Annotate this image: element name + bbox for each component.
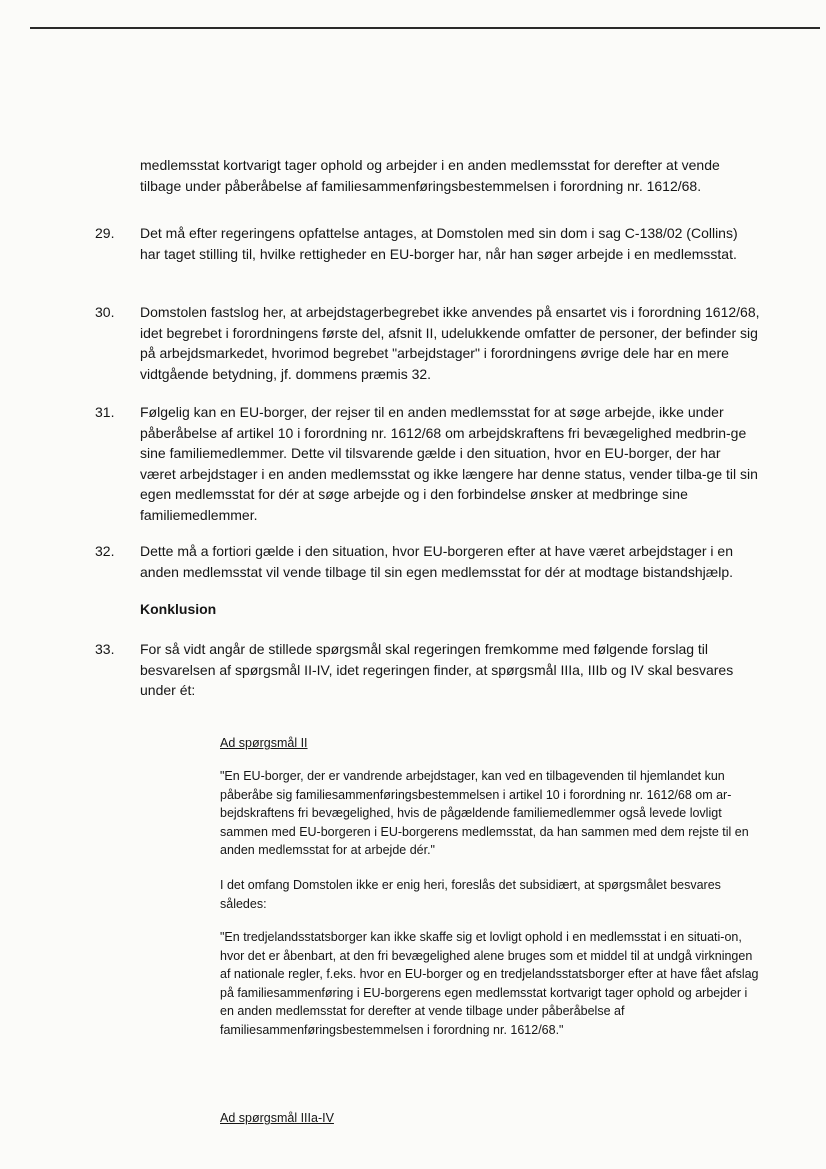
paragraph-30: Domstolen fastslog her, at arbejdstagerbegrebet ikke anvendes på ensartet vis i forordning 1612/68, idet begrebet i forordningens første del, afsnit II, udelukkende omfatter de personer, der befinder sig på arbejdsmarkedet, hvorimod begrebet "arbejdstager" i forordningens øvrige dele har en mere vidtgående betydning, jf. dommens præmis 32. [140, 304, 760, 382]
paragraph-32: Dette må a fortiori gælde i den situation, hvor EU-borgeren efter at have været arbejdstager i en anden medlemsstat vil vende tilbage til sin egen medlemsstat for dér at modtage bistandshjælp. [140, 543, 733, 580]
answer-quote-ii: "En EU-borger, der er vandrende arbejdstager, kan ved en tilbagevenden til hjemlandet kun påberåbe sig familiesammenføringsbestemmelsen i artikel 10 i forordning nr. 1612/68 om ar-bejdskraftens fri bevægelighed, hvis de pågældende familiemedlemmer også levede lovligt sammen med EU-borgeren i EU-borgerens medlemsstat, da han sammen med dem rejste til en anden medlemsstat for at arbejde dér." [220, 769, 749, 857]
paragraph-33: For så vidt angår de stillede spørgsmål skal regeringen fremkomme med følgende forslag til besvarelsen af spørgsmål II-IV, idet regeringen finder, at spørgsmål IIIa, IIIb og IV skal besvares under ét: [140, 641, 734, 698]
paragraph-number: 30. [95, 304, 115, 320]
sub-heading-question-iiia-iv: Ad spørgsmål IIIa-IV [220, 1111, 334, 1125]
subsidiary-text: I det omfang Domstolen ikke er enig heri, foreslås det subsidiært, at spørgsmålet besvares således: [220, 878, 721, 911]
conclusion-heading: Konklusion [140, 601, 217, 617]
paragraph-number: 29. [95, 225, 115, 241]
paragraph-29: Det må efter regeringens opfattelse antages, at Domstolen med sin dom i sag C-138/02 (Collins) har taget stilling til, hvilke rettigheder en EU-borger har, når han søger arbejde i en medlemsstat. [140, 225, 738, 262]
paragraph-number: 31. [95, 404, 115, 420]
intro-continuation: medlemsstat kortvarigt tager ophold og arbejder i en anden medlemsstat for derefter at vende tilbage under påberåbelse af familiesammenføringsbestemmelsen i forordning nr. 1612/68. [140, 157, 720, 194]
paragraph-31: Følgelig kan en EU-borger, der rejser til en anden medlemsstat for at søge arbejde, ikke under påberåbelse af artikel 10 i forordning nr. 1612/68 om arbejdskraftens fri bevægelighed medbrin-ge sine familiemedlemmer. Dette vil tilsvarende gælde i den situation, hvor en EU-borger, der har været arbejdstager i en anden medlemsstat og ikke længere har denne status, vender tilba-ge til sin egen medlemsstat for dér at søge arbejde og i den forbindelse ønsker at medbringe sine familiemedlemmer. [140, 404, 758, 523]
top-rule [30, 27, 820, 29]
paragraph-number: 33. [95, 641, 115, 657]
answer-quote-subsidiary: "En tredjelandsstatsborger kan ikke skaffe sig et lovligt ophold i en medlemsstat i en situati-on, hvor det er åbenbart, at den fri bevægelighed alene bruges som et middel til at undgå virkningen af nationale regler, f.eks. hvor en EU-borger og en tredjelandsstatsborger efter at have fået afslag på familiesammenføring i EU-borgerens egen medlemsstat kortvarigt tager ophold og arbejder i en anden medlemsstat for derefter at vende tilbage under påberåbelse af familiesammenføringsbestemmelsen i forordning nr. 1612/68." [220, 930, 759, 1037]
paragraph-number: 32. [95, 543, 115, 559]
sub-heading-question-ii: Ad spørgsmål II [220, 736, 308, 750]
